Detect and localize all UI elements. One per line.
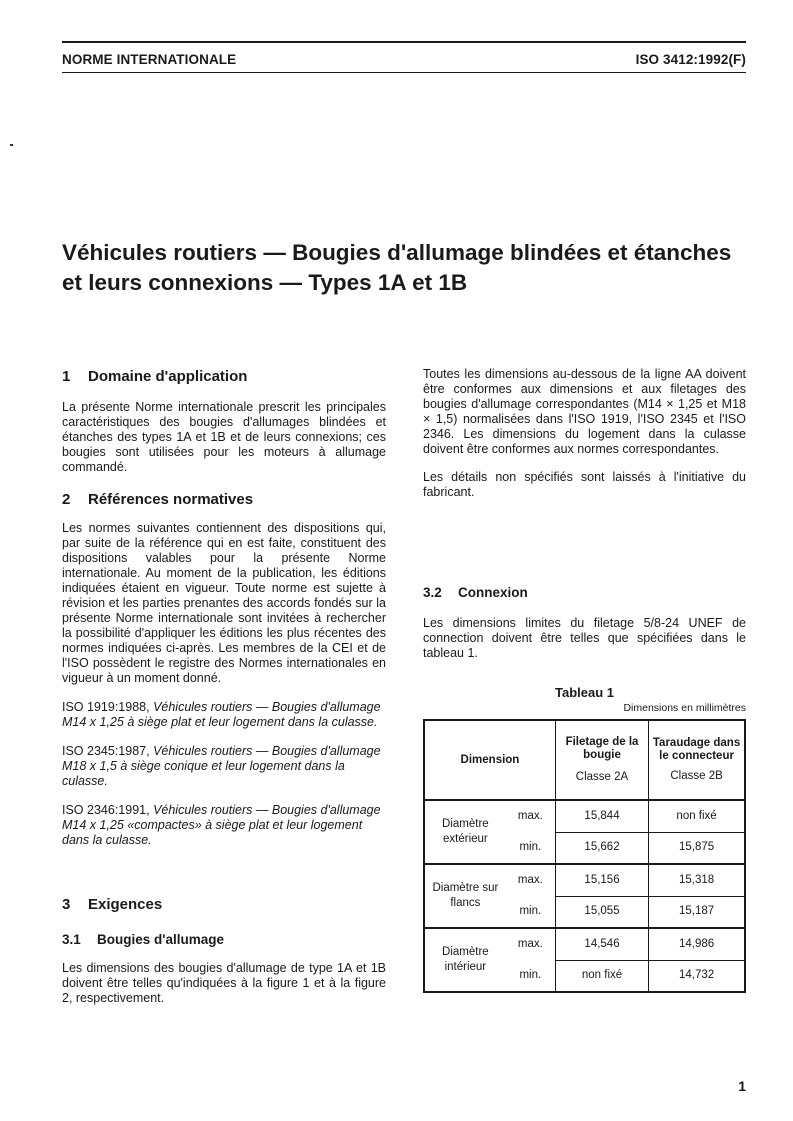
page-number: 1 [738, 1078, 746, 1094]
cell-plug: 14,546 [555, 928, 648, 960]
reference-code: ISO 2346:1991, [62, 803, 150, 817]
table-caption: Tableau 1 [554, 685, 614, 700]
column-header-plug-thread-class: Classe 2A [575, 770, 629, 783]
reference-item [62, 700, 386, 730]
reference-item [62, 744, 386, 789]
cell-connector: 15,318 [649, 864, 745, 896]
cell-plug: 15,662 [555, 832, 648, 864]
section-3 [62, 896, 386, 914]
section-3-1 [62, 931, 386, 1006]
section-1 [62, 368, 386, 475]
section-3-2-title: Connexion [458, 585, 528, 600]
row-limit: max. [517, 810, 543, 822]
section-2-title: Références normatives [88, 491, 254, 508]
section-3-1-title: Bougies d'allumage [97, 932, 224, 947]
header-bottom-rule [62, 72, 746, 73]
table-row [424, 864, 745, 896]
column-header-dimension: Dimension [424, 720, 555, 800]
reference-title: Véhicules routiers — Bougies d'allumage M14 x 1,25 «compactes» à siège plat et leur logement dans la culasse. [62, 803, 381, 847]
section-2-body: Les normes suivantes contiennent des dispositions qui, par suite de la référence qui en est faite, constituent des dispositions valables pour la présente Norme internationale. Au moment de la publication, les éditions indiquées étaient en vigueur. Toute norme est sujette à révision et les parties prenantes des accords fondés sur la présente Norme internationale sont invitées à rechercher la possibilité d'appliquer les éditions les plus récentes des normes indiquées ci-après. Les membres de la CEI et de l'ISO possèdent le registre des Normes internationales en vigueur à un moment donné. [62, 521, 386, 685]
section-3-2 [423, 584, 746, 661]
section-1-heading [62, 368, 386, 386]
reference-item [62, 803, 386, 848]
section-3-number: 3 [62, 896, 71, 913]
column-header-plug-thread [555, 720, 648, 800]
cell-plug: 15,844 [555, 800, 648, 832]
section-1-body: La présente Norme internationale prescrit les principales caractéristiques des bougies d'allumages blindées et étanches des types 1A et 1B et de leurs connexions; ces bougies sont utilisées pour les moteurs à allumage commandé. [62, 400, 386, 474]
right-column-intro [423, 367, 746, 500]
section-1-title: Domaine d'application [88, 368, 248, 385]
cell-connector: 14,732 [649, 960, 745, 992]
reference-title: Véhicules routiers — Bougies d'allumage M18 x 1,5 à siège conique et leur logement dans la culasse. [62, 744, 381, 788]
section-3-1-heading [62, 931, 386, 948]
header-standard-number: ISO 3412:1992(F) [635, 52, 746, 67]
document-title: Véhicules routiers — Bougies d'allumage blindées et étanches et leurs connexions — Types 1A et 1B [62, 240, 732, 295]
table-row [424, 800, 745, 832]
row-limit: min. [519, 905, 542, 917]
reference-code: ISO 1919:1988, [62, 700, 150, 714]
cell-plug: 15,055 [555, 896, 648, 928]
header-top-rule [62, 41, 746, 43]
section-2 [62, 491, 386, 848]
column-header-connector-tapping [649, 720, 745, 800]
cell-connector: 15,875 [649, 832, 745, 864]
column-header-connector-tapping-class: Classe 2B [670, 769, 723, 782]
section-3-2-number: 3.2 [423, 585, 442, 600]
row-limit: min. [519, 841, 542, 853]
table-row [424, 928, 745, 960]
row-limit: max. [506, 928, 556, 960]
dimension-table [423, 719, 746, 993]
row-label: Diamètre extérieur [442, 818, 489, 845]
row-label: Diamètre intérieur [424, 928, 506, 992]
margin-mark [10, 144, 13, 146]
section-3-1-number: 3.1 [62, 932, 81, 947]
column-header-plug-thread-title: Filetage de la bougie [565, 735, 639, 761]
header-standard-type: NORME INTERNATIONALE [62, 52, 237, 67]
section-3-2-body: Les dimensions limites du filetage 5/8-24 UNEF de connection doivent être telles que spécifiées dans le tableau 1. [423, 616, 746, 660]
cell-connector: 15,187 [649, 896, 745, 928]
reference-title: Véhicules routiers — Bougies d'allumage M14 x 1,25 à siège plat et leur logement dans la culasse. [62, 700, 381, 729]
row-label: Diamètre sur flancs [424, 864, 506, 928]
cell-connector: non fixé [649, 800, 745, 832]
cell-plug: non fixé [555, 960, 648, 992]
cell-connector: 14,986 [649, 928, 745, 960]
details-paragraph: Les détails non spécifiés sont laissés à l'initiative du fabricant. [423, 470, 746, 499]
table-1 [423, 685, 746, 993]
section-2-heading [62, 491, 386, 509]
section-3-title: Exigences [88, 896, 163, 913]
row-limit: min. [519, 969, 542, 981]
dimensions-paragraph: Toutes les dimensions au-dessous de la ligne AA doivent être conformes aux dimensions et aux filetages des bougies d'allumage correspondantes (M14 × 1,25 et M18 × 1,5) normalisées dans l'ISO 1919, l'ISO 2345 et l'ISO 2346. Les dimensions du logement dans la culasse doivent être conformes aux normes correspondantes. [423, 367, 746, 456]
cell-plug: 15,156 [555, 864, 648, 896]
section-2-number: 2 [62, 491, 71, 508]
section-3-heading [62, 896, 386, 914]
section-3-1-body: Les dimensions des bougies d'allumage de type 1A et 1B doivent être telles qu'indiquées à la figure 1 et à la figure 2, respectivement. [62, 961, 386, 1005]
reference-code: ISO 2345:1987, [62, 744, 150, 758]
column-header-connector-tapping-title: Taraudage dans le connecteur [652, 736, 741, 762]
table-unit: Dimensions en millimètres [623, 702, 746, 714]
section-3-2-heading [423, 584, 746, 601]
row-limit: max. [506, 864, 556, 896]
section-1-number: 1 [62, 368, 71, 385]
